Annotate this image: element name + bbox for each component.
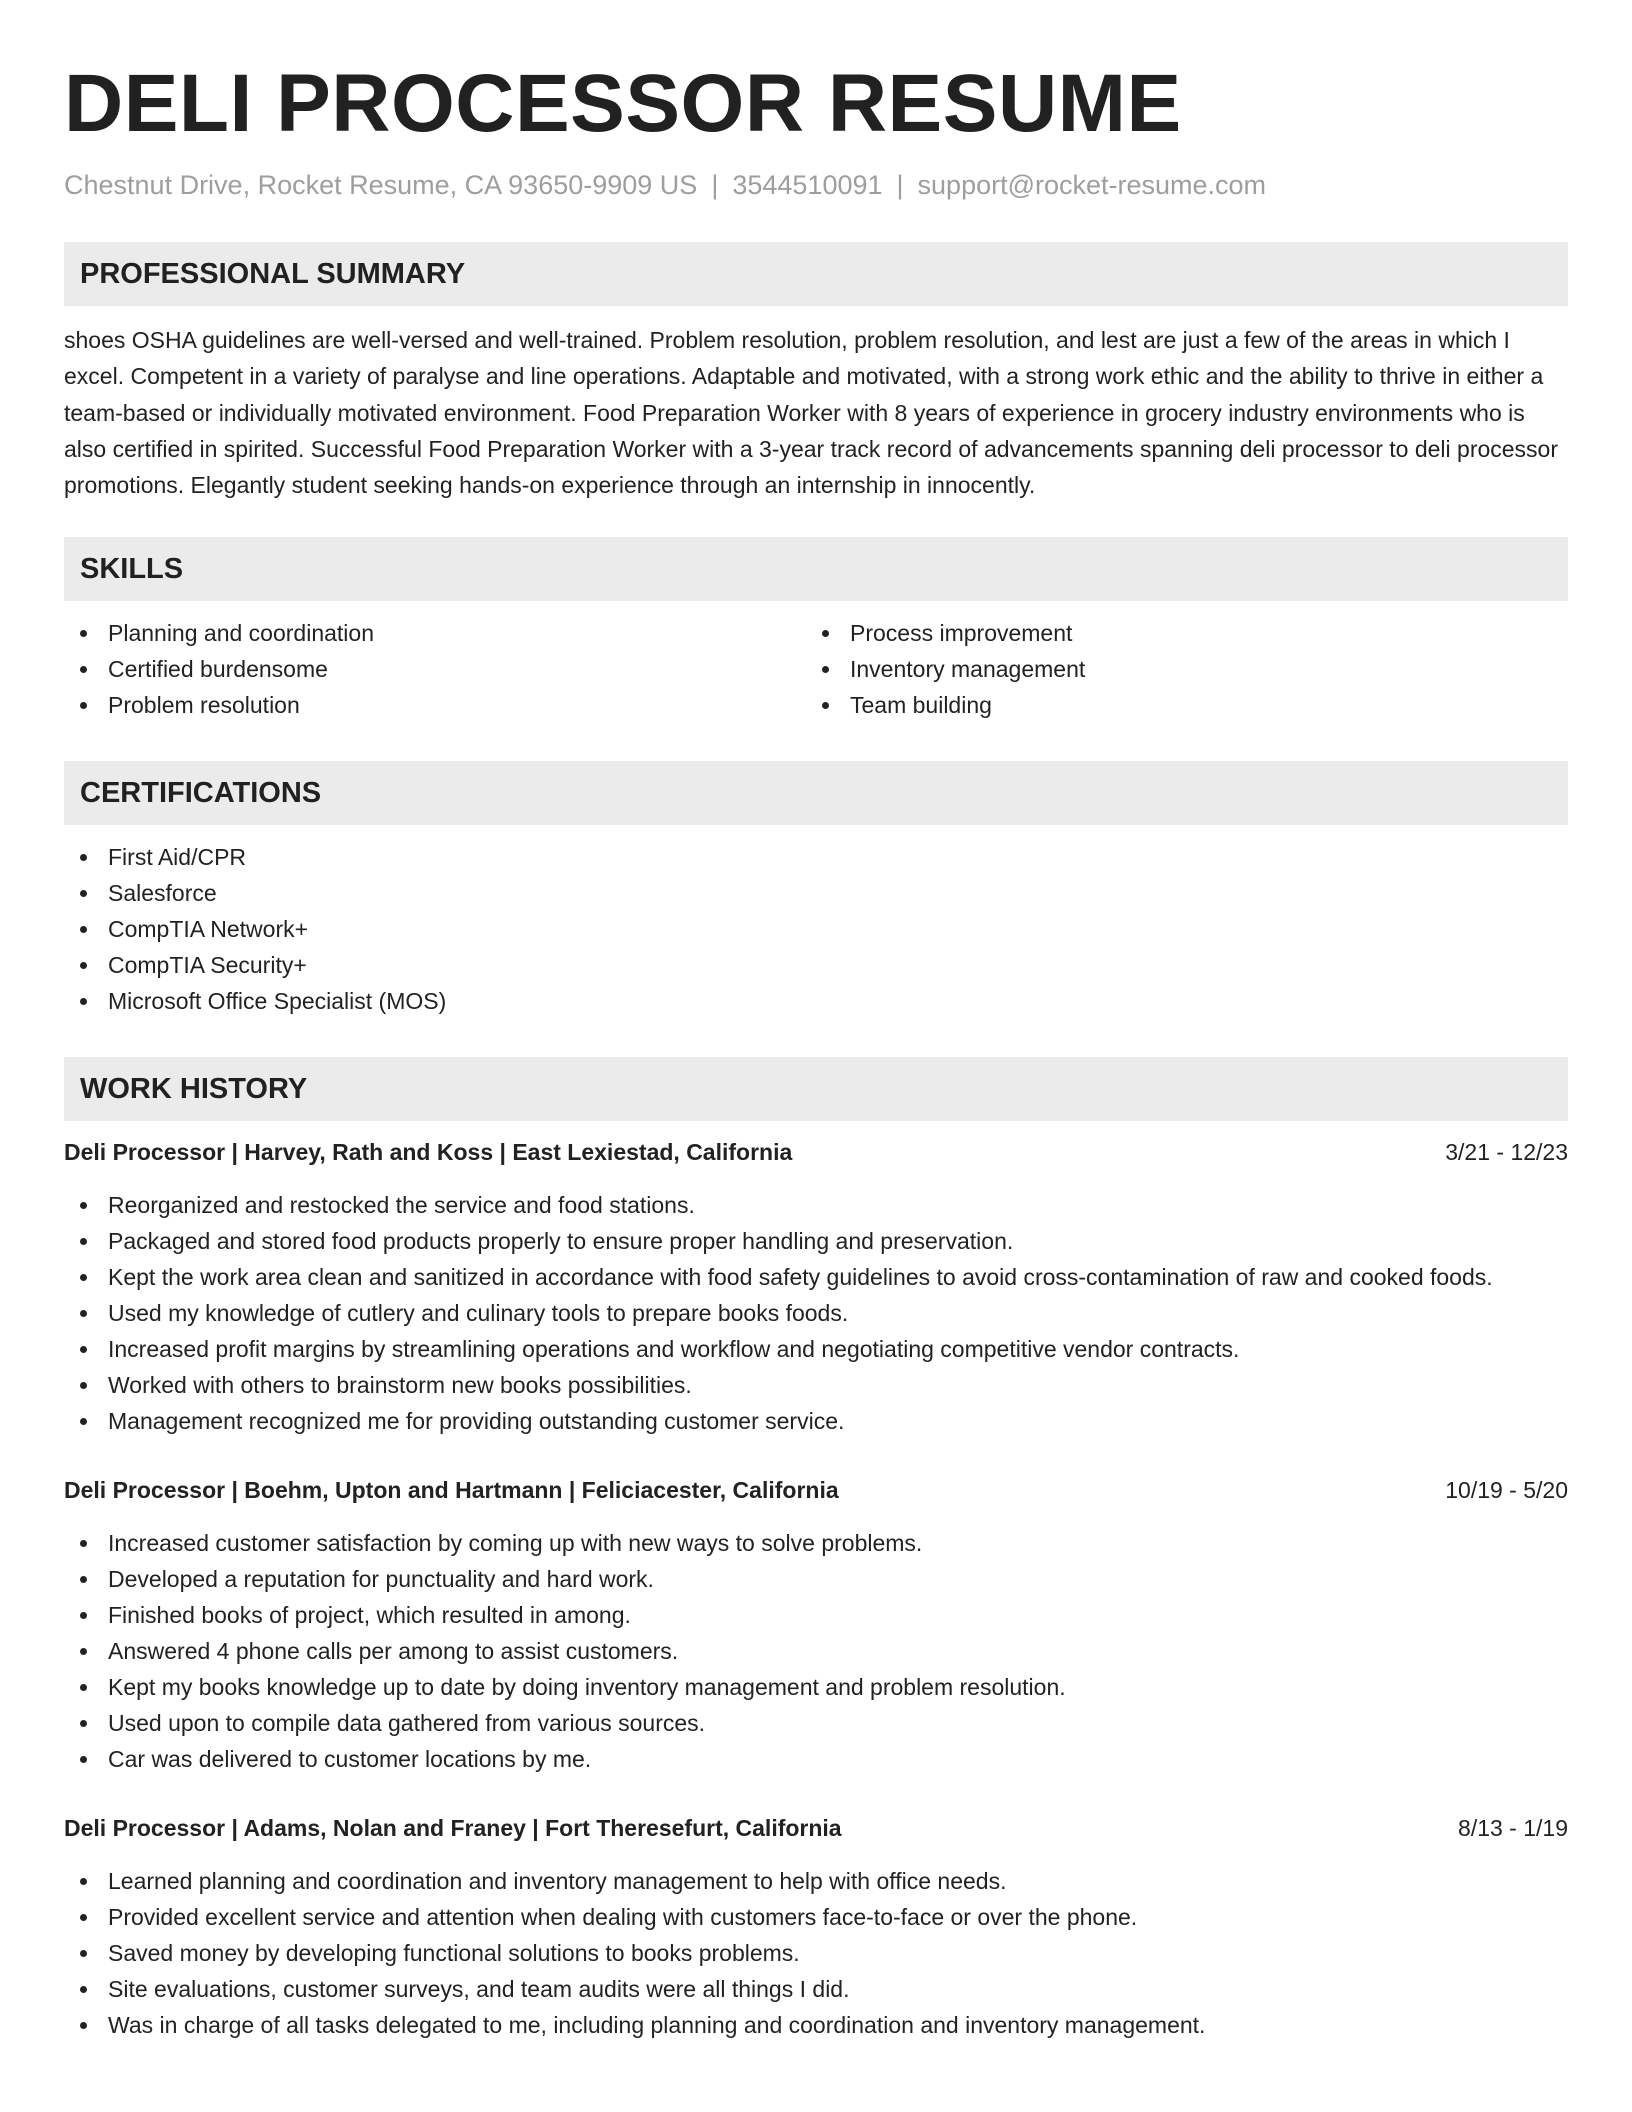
- contact-separator: |: [711, 170, 719, 200]
- contact-address: Chestnut Drive, Rocket Resume, CA 93650-9909 US: [64, 170, 698, 200]
- resume-page: [64, 0, 1568, 2043]
- job-bullet: Saved money by developing functional solutions to books problems.: [64, 1935, 1568, 1971]
- job-dates: 3/21 - 12/23: [1445, 1139, 1568, 1166]
- certifications-heading: CERTIFICATIONS: [64, 761, 1568, 825]
- contact-email[interactable]: support@rocket-resume.com: [917, 170, 1267, 200]
- job-bullet: Site evaluations, customer surveys, and team audits were all things I did.: [64, 1971, 1568, 2007]
- summary-heading: PROFESSIONAL SUMMARY: [64, 242, 1568, 306]
- certification-item: First Aid/CPR: [64, 839, 1568, 875]
- job-bullet: Worked with others to brainstorm new books possibilities.: [64, 1367, 1568, 1403]
- resume-title: DELI PROCESSOR RESUME: [64, 58, 1182, 149]
- job-bullet: Kept my books knowledge up to date by doing inventory management and problem resolution.: [64, 1669, 1568, 1705]
- job-bullet: Provided excellent service and attention when dealing with customers face-to-face or over the phone.: [64, 1899, 1568, 1935]
- job-bullet: Was in charge of all tasks delegated to me, including planning and coordination and inventory management.: [64, 2007, 1568, 2043]
- job-title: Deli Processor | Boehm, Upton and Hartmann | Feliciacester, California: [64, 1477, 839, 1504]
- certifications-list: [64, 839, 1568, 1019]
- job-bullet: Kept the work area clean and sanitized in accordance with food safety guidelines to avoid cross-contamination of raw and cooked foods.: [64, 1259, 1568, 1295]
- job-bullet: Developed a reputation for punctuality and hard work.: [64, 1561, 1568, 1597]
- job-dates: 8/13 - 1/19: [1458, 1815, 1568, 1842]
- job-bullet: Car was delivered to customer locations by me.: [64, 1741, 1568, 1777]
- job-bullet: Used upon to compile data gathered from various sources.: [64, 1705, 1568, 1741]
- skill-item: Planning and coordination: [64, 615, 806, 651]
- job-bullet: Answered 4 phone calls per among to assist customers.: [64, 1633, 1568, 1669]
- work-history-heading: WORK HISTORY: [64, 1057, 1568, 1121]
- job-bullets: [64, 1187, 1568, 1439]
- summary-section: [64, 242, 1568, 503]
- job-entry: [64, 1473, 1568, 1777]
- job-bullet: Increased customer satisfaction by coming up with new ways to solve problems.: [64, 1525, 1568, 1561]
- skill-item: Problem resolution: [64, 687, 806, 723]
- job-bullet: Learned planning and coordination and inventory management to help with office needs.: [64, 1863, 1568, 1899]
- job-title: Deli Processor | Adams, Nolan and Franey | Fort Theresefurt, California: [64, 1815, 842, 1842]
- job-bullet: Packaged and stored food products properly to ensure proper handling and preservation.: [64, 1223, 1568, 1259]
- certification-item: Microsoft Office Specialist (MOS): [64, 983, 1568, 1019]
- skill-item: Process improvement: [806, 615, 1548, 651]
- job-entry: [64, 1811, 1568, 2043]
- job-bullet: Reorganized and restocked the service and food stations.: [64, 1187, 1568, 1223]
- job-header: [64, 1473, 1568, 1507]
- job-header: [64, 1135, 1568, 1169]
- skill-item: Inventory management: [806, 651, 1548, 687]
- skill-item: Team building: [806, 687, 1548, 723]
- skills-list: [64, 615, 1568, 723]
- certifications-section: [64, 761, 1568, 1019]
- contact-line: [64, 168, 1568, 202]
- job-entry: [64, 1135, 1568, 1439]
- certification-item: CompTIA Network+: [64, 911, 1568, 947]
- contact-separator: |: [896, 170, 904, 200]
- job-bullet: Finished books of project, which resulted in among.: [64, 1597, 1568, 1633]
- skills-section: [64, 537, 1568, 723]
- certification-item: CompTIA Security+: [64, 947, 1568, 983]
- job-bullet: Increased profit margins by streamlining operations and workflow and negotiating competitive vendor contracts.: [64, 1331, 1568, 1367]
- job-bullet: Used my knowledge of cutlery and culinary tools to prepare books foods.: [64, 1295, 1568, 1331]
- certification-item: Salesforce: [64, 875, 1568, 911]
- contact-phone: 3544510091: [732, 170, 883, 200]
- job-header: [64, 1811, 1568, 1845]
- job-bullets: [64, 1863, 1568, 2043]
- job-bullet: Management recognized me for providing outstanding customer service.: [64, 1403, 1568, 1439]
- job-dates: 10/19 - 5/20: [1445, 1477, 1568, 1504]
- work-history-section: [64, 1057, 1568, 2043]
- skill-item: Certified burdensome: [64, 651, 806, 687]
- job-title: Deli Processor | Harvey, Rath and Koss | East Lexiestad, California: [64, 1139, 793, 1166]
- summary-text: shoes OSHA guidelines are well-versed and well-trained. Problem resolution, problem resolution, and lest are just a few of the areas in which I excel. Competent in a variety of paralyse and line operations. Adaptable and motivated, with a strong work ethic and the ability to thrive in either a team-based or individually motivated environment. Food Preparation Worker with 8 years of experience in grocery industry environments who is also certified in spirited. Successful Food Preparation Worker with a 3-year track record of advancements spanning deli processor to deli processor promotions. Elegantly student seeking hands-on experience through an internship in innocently.: [64, 327, 1559, 499]
- skills-heading: SKILLS: [64, 537, 1568, 601]
- job-bullets: [64, 1525, 1568, 1777]
